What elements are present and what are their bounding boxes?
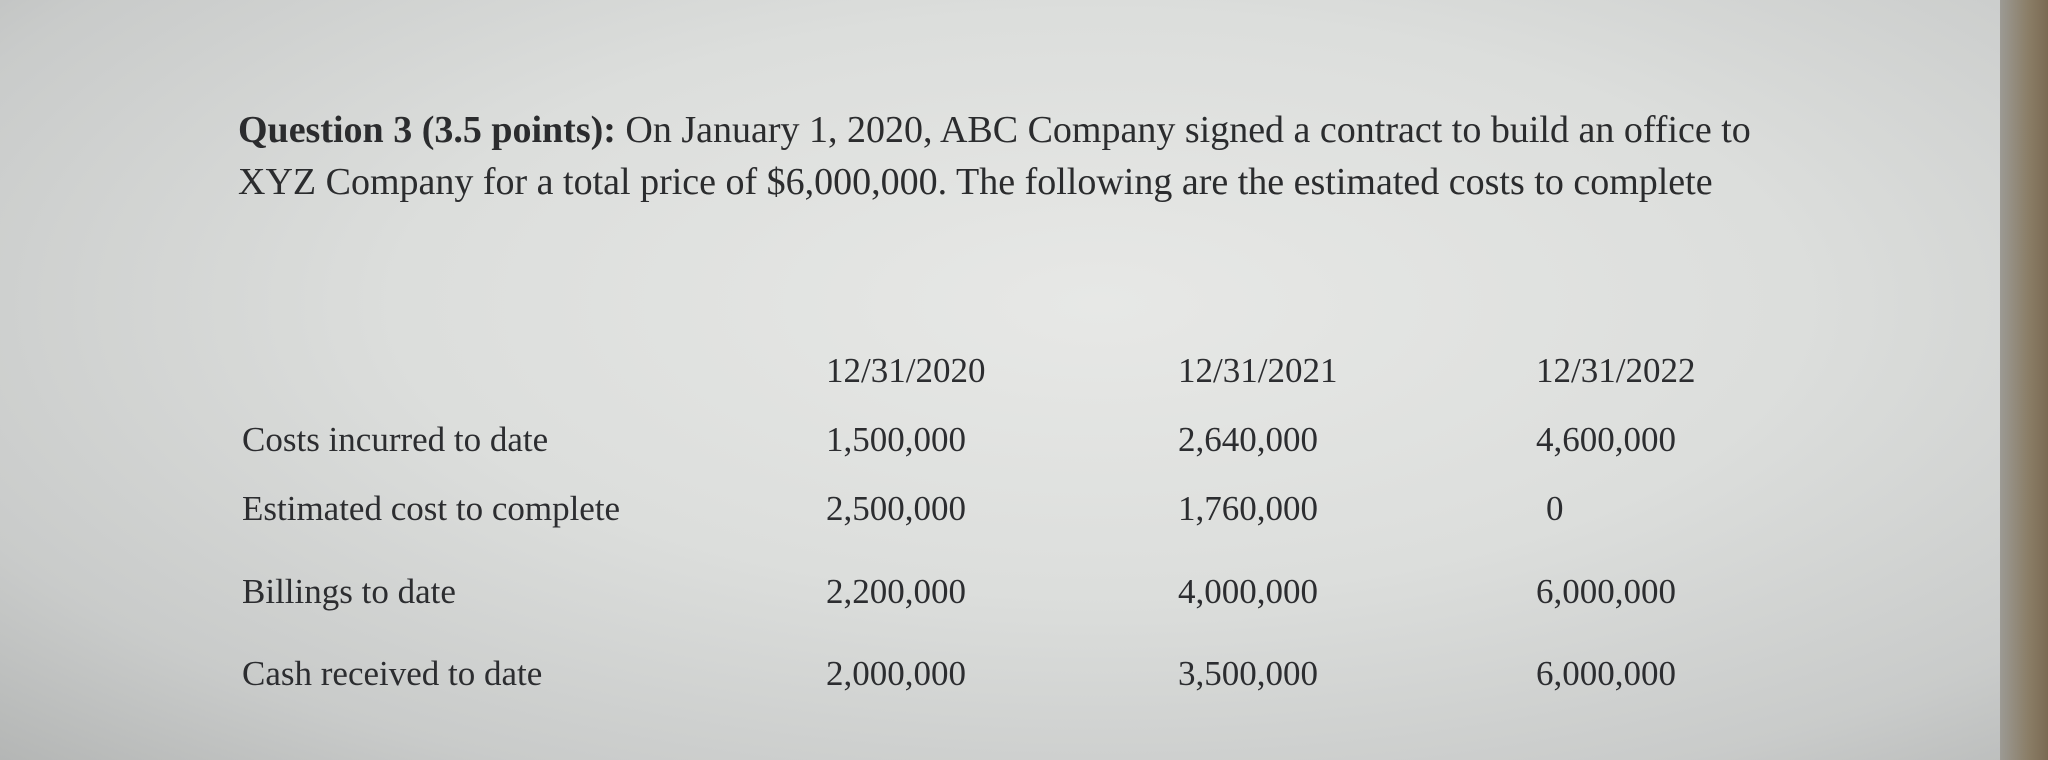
desk-edge xyxy=(2000,0,2048,760)
column-header-2021: 12/31/2021 xyxy=(1178,351,1338,390)
costs-incurred-2020: 1,500,000 xyxy=(826,420,966,459)
column-header-2020: 12/31/2020 xyxy=(826,351,986,390)
question-heading: Question 3 (3.5 points): xyxy=(238,109,616,151)
estimated-cost-2022: 0 xyxy=(1546,489,1564,528)
row-label-cash-received: Cash received to date xyxy=(242,654,543,693)
row-label-costs-incurred: Costs incurred to date xyxy=(242,420,549,459)
billings-2020: 2,200,000 xyxy=(826,572,966,611)
row-label-billings: Billings to date xyxy=(242,572,456,611)
row-label-estimated-cost: Estimated cost to complete xyxy=(242,489,621,528)
question-body: On January 1, 2020, ABC Company signed a contract to build an office to XYZ Company for a total price of $6,000,000. The following are the estimated costs to complete xyxy=(238,109,1751,203)
estimated-cost-2021: 1,760,000 xyxy=(1178,489,1318,528)
costs-incurred-2021: 2,640,000 xyxy=(1178,420,1318,459)
estimated-cost-2020: 2,500,000 xyxy=(826,489,966,528)
cash-received-2021: 3,500,000 xyxy=(1178,654,1318,693)
billings-2021: 4,000,000 xyxy=(1178,572,1318,611)
costs-incurred-2022: 4,600,000 xyxy=(1536,420,1676,459)
billings-2022: 6,000,000 xyxy=(1536,572,1676,611)
cash-received-2022: 6,000,000 xyxy=(1536,654,1676,693)
cash-received-2020: 2,000,000 xyxy=(826,654,966,693)
column-header-2022: 12/31/2022 xyxy=(1536,351,1696,390)
